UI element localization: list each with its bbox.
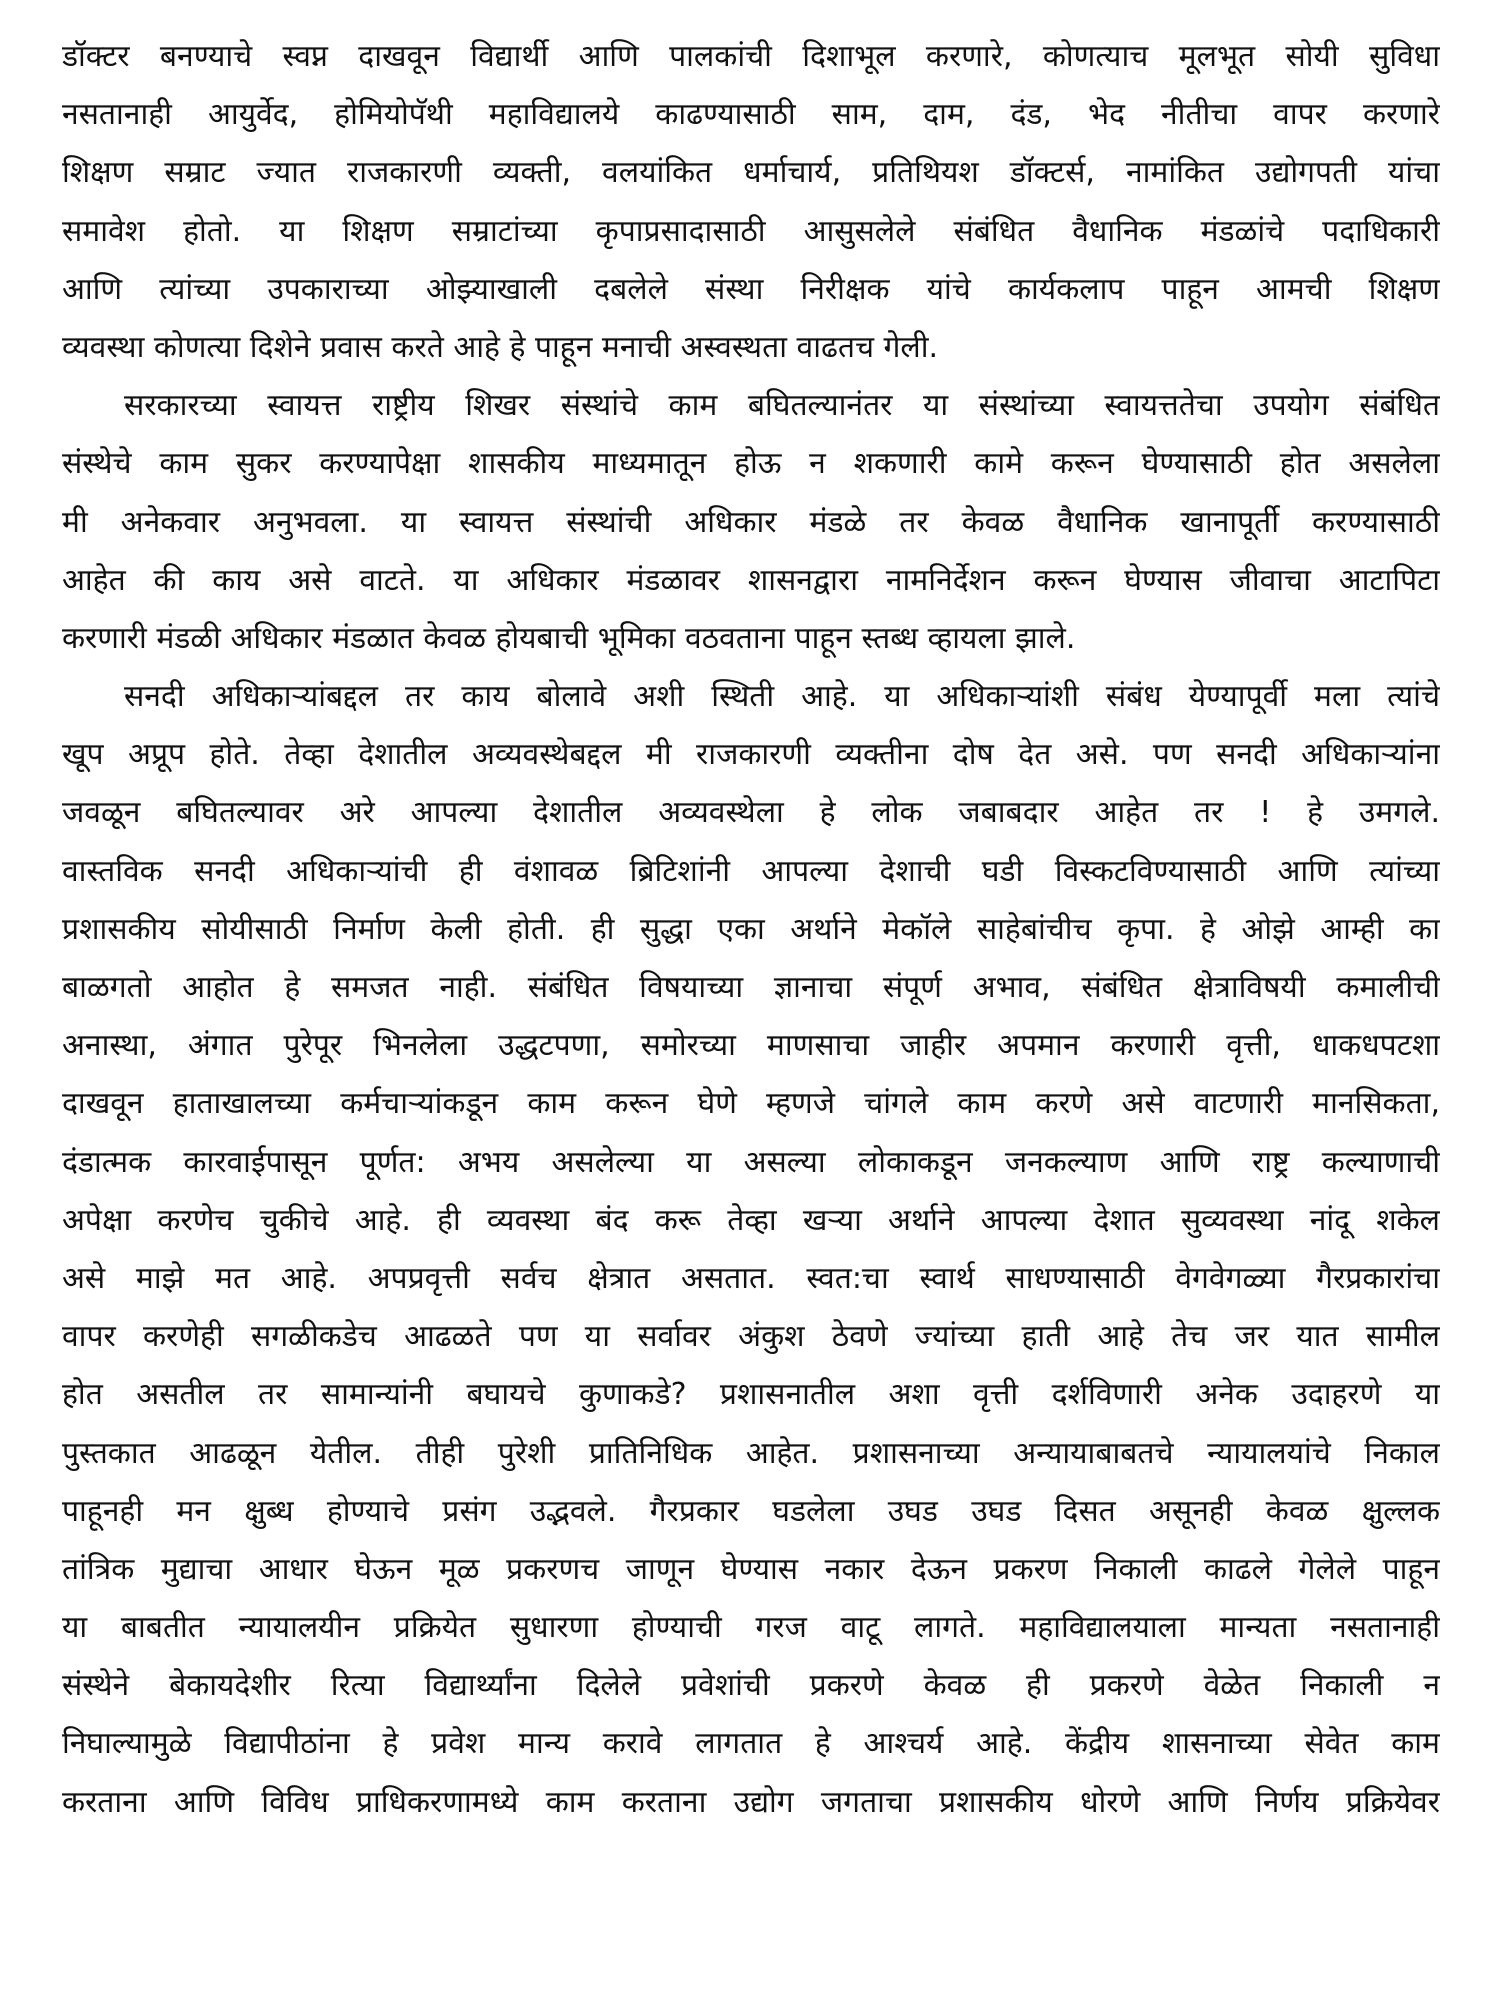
text-line: पुस्तकात आढळून येतील. तीही पुरेशी प्रातिनिधिक आहेत. प्रशासनाच्या अन्यायाबाबतचे न्यायालयांचे निकाल — [62, 1435, 1440, 1471]
text-line: प्रशासकीय सोयीसाठी निर्माण केली होती. ही सुद्धा एका अर्थाने मेकॉले साहेबांचीच कृपा. हे ओझे आम्ही का — [62, 911, 1440, 947]
text-line: संस्थेने बेकायदेशीर रित्या विद्यार्थ्यांना दिलेले प्रवेशांची प्रकरणे केवळ ही प्रकरणे वेळेत निकाली न — [62, 1668, 1440, 1704]
text-line: करताना आणि विविध प्राधिकरणामध्ये काम करताना उद्योग जगताचा प्रशासकीय धोरणे आणि निर्णय प्रक्रियेवर — [62, 1784, 1440, 1820]
text-line: असे माझे मत आहे. अपप्रवृत्ती सर्वच क्षेत्रात असतात. स्वत:चा स्वार्थ साधण्यासाठी वेगवेगळ्या गैरप्रकारांचा — [62, 1260, 1440, 1296]
text-line: वास्तविक सनदी अधिकाऱ्यांची ही वंशावळ ब्रिटिशांनी आपल्या देशाची घडी विस्कटविण्यासाठी आणि त्यांच्या — [62, 853, 1440, 889]
document-page — [62, 28, 1440, 1978]
text-line: डॉक्टर बनण्याचे स्वप्न दाखवून विद्यार्थी आणि पालकांची दिशाभूल करणारे, कोणत्याच मूलभूत सोयी सुविधा — [62, 39, 1440, 74]
text-line: दंडात्मक कारवाईपासून पूर्णत: अभय असलेल्या या असल्या लोकाकडून जनकल्याण आणि राष्ट्र कल्याणाची — [62, 1144, 1440, 1180]
text-line: मी अनेकवार अनुभवला. या स्वायत्त संस्थांची अधिकार मंडळे तर केवळ वैधानिक खानापूर्ती करण्यासाठी — [62, 504, 1440, 540]
text-line: शिक्षण सम्राट ज्यात राजकारणी व्यक्ती, वलयांकित धर्माचार्य, प्रतिथियश डॉक्टर्स, नामांकित उद्योगपती यांचा — [62, 155, 1440, 191]
text-line: संस्थेचे काम सुकर करण्यापेक्षा शासकीय माध्यमातून होऊ न शकणारी कामे करून घेण्यासाठी होत असलेला — [62, 446, 1440, 482]
text-line: आहेत की काय असे वाटते. या अधिकार मंडळावर शासनद्वारा नामनिर्देशन करून घेण्यास जीवाचा आटापिटा — [62, 562, 1440, 598]
text-line: अपेक्षा करणेच चुकीचे आहे. ही व्यवस्था बंद करू तेव्हा खऱ्या अर्थाने आपल्या देशात सुव्यवस्था नांदू शकेल — [62, 1202, 1440, 1238]
text-line: जवळून बघितल्यावर अरे आपल्या देशातील अव्यवस्थेला हे लोक जबाबदार आहेत तर ! हे उमगले. — [62, 795, 1440, 831]
text-line: समावेश होतो. या शिक्षण सम्राटांच्या कृपाप्रसादासाठी आसुसलेले संबंधित वैधानिक मंडळांचे पदाधिकारी — [62, 213, 1440, 249]
text-line: होत असतील तर सामान्यांनी बघायचे कुणाकडे? प्रशासनातील अशा वृत्ती दर्शविणारी अनेक उदाहरणे या — [62, 1377, 1440, 1413]
text-line: करणारी मंडळी अधिकार मंडळात केवळ होयबाची भूमिका वठवताना पाहून स्तब्ध व्हायला झाले. — [62, 620, 1076, 656]
text-line: खूप अप्रूप होते. तेव्हा देशातील अव्यवस्थेबद्दल मी राजकारणी व्यक्तीना दोष देत असे. पण सनदी अधिकाऱ्यांना — [62, 737, 1440, 773]
text-line: या बाबतीत न्यायालयीन प्रक्रियेत सुधारणा होण्याची गरज वाटू लागते. महाविद्यालयाला मान्यता नसतानाही — [62, 1610, 1440, 1646]
text-line: दाखवून हाताखालच्या कर्मचाऱ्यांकडून काम करून घेणे म्हणजे चांगले काम करणे असे वाटणारी मानसिकता, — [62, 1086, 1440, 1122]
paragraph-start-line: सनदी अधिकाऱ्यांबद्दल तर काय बोलावे अशी स्थिती आहे. या अधिकाऱ्यांशी संबंध येण्यापूर्वी मला त्यांचे — [124, 679, 1440, 715]
text-line: वापर करणेही सगळीकडेच आढळते पण या सर्वावर अंकुश ठेवणे ज्यांच्या हाती आहे तेच जर यात सामील — [62, 1319, 1440, 1355]
text-line: तांत्रिक मुद्याचा आधार घेऊन मूळ प्रकरणच जाणून घेण्यास नकार देऊन प्रकरण निकाली काढले गेलेले पाहून — [62, 1551, 1440, 1587]
text-line: व्यवस्था कोणत्या दिशेने प्रवास करते आहे हे पाहून मनाची अस्वस्थता वाढतच गेली. — [62, 329, 939, 365]
paragraph-start-line: सरकारच्या स्वायत्त राष्ट्रीय शिखर संस्थांचे काम बघितल्यानंतर या संस्थांच्या स्वायत्ततेचा उपयोग संबंधित — [124, 388, 1440, 424]
text-line: अनास्था, अंगात पुरेपूर भिनलेला उद्धटपणा, समोरच्या माणसाचा जाहीर अपमान करणारी वृत्ती, धाकधपटशा — [62, 1028, 1440, 1064]
text-line: पाहूनही मन क्षुब्ध होण्याचे प्रसंग उद्भवले. गैरप्रकार घडलेला उघड उघड दिसत असूनही केवळ क्षुल्लक — [62, 1493, 1440, 1529]
text-line: बाळगतो आहोत हे समजत नाही. संबंधित विषयाच्या ज्ञानाचा संपूर्ण अभाव, संबंधित क्षेत्राविषयी कमालीची — [62, 970, 1440, 1005]
text-line: निघाल्यामुळे विद्यापीठांना हे प्रवेश मान्य करावे लागतात हे आश्चर्य आहे. केंद्रीय शासनाच्या सेवेत काम — [62, 1726, 1440, 1762]
text-line: नसतानाही आयुर्वेद, होमियोपॅथी महाविद्यालये काढण्यासाठी साम, दाम, दंड, भेद नीतीचा वापर करणारे — [62, 97, 1440, 133]
text-line: आणि त्यांच्या उपकाराच्या ओझ्याखाली दबलेले संस्था निरीक्षक यांचे कार्यकलाप पाहून आमची शिक्षण — [62, 271, 1440, 307]
